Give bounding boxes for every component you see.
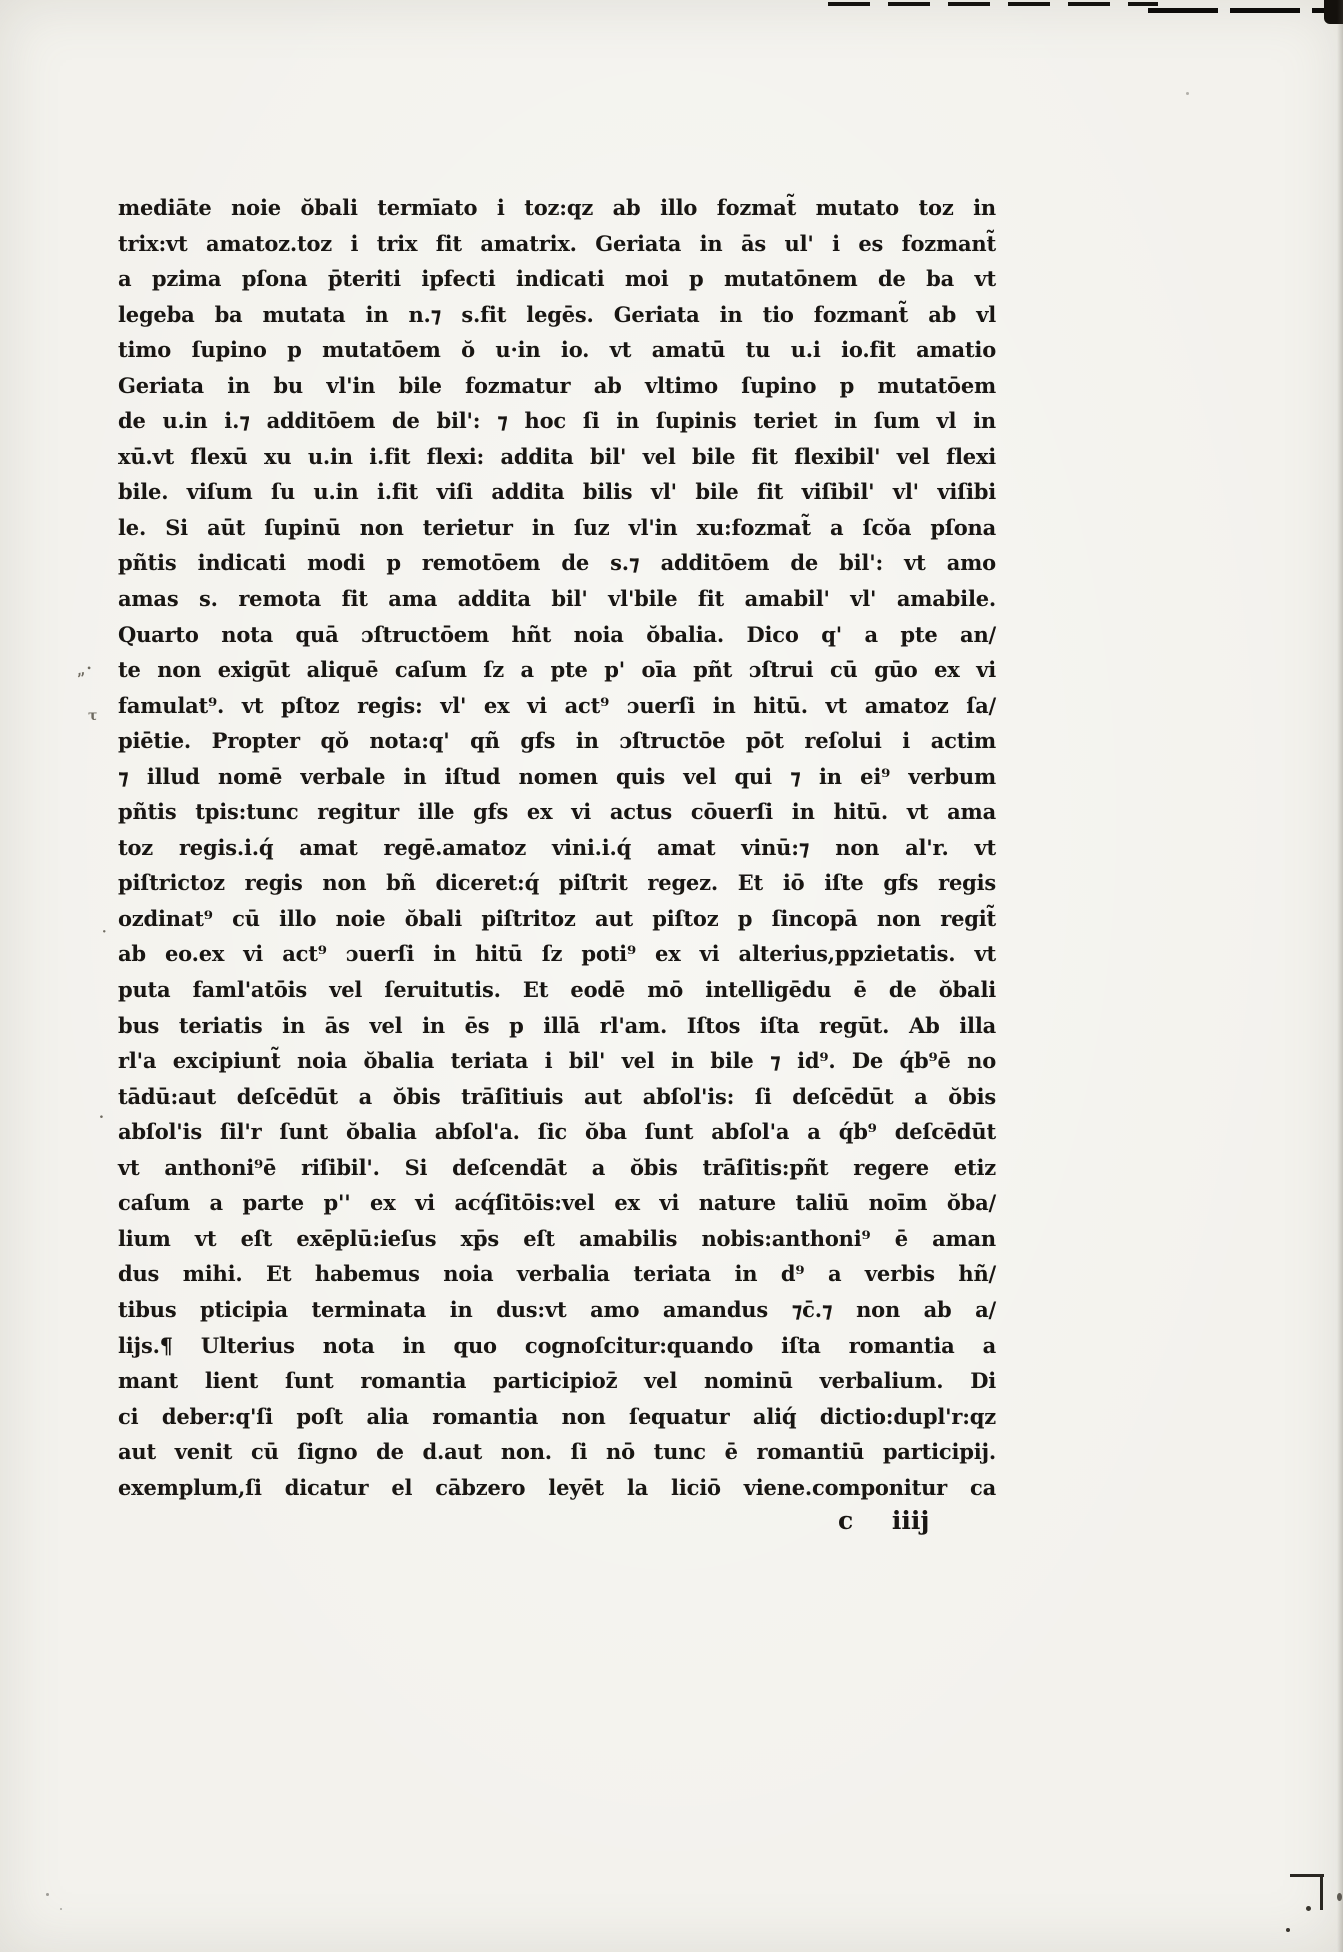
text-line: piſtrictoz regis non bñ diceret:q́ piſtrit regez. Et iō iſte gfs regis [118, 870, 996, 896]
text-line: mant lient ſunt romantia participioz̄ vel nominū verbalium. Di [118, 1368, 996, 1394]
text-line: ab eo.ex vi act⁹ ɔuerſi in hitū ſz poti⁹ ex vi alterius,ppzietatis. vt [118, 941, 996, 967]
margin-mark: „· [74, 658, 96, 680]
text-line: bile. viſum ſu u.in i.fit viſi addita bilis vl' bile fit viſibil' vl' viſibi [118, 479, 996, 505]
text-line: toz regis.i.q́ amat regē.amatoz vini.i.q́ amat vinū:⁊ non al'r. vt [118, 834, 996, 860]
margin-mark: τ [88, 708, 98, 724]
ink-speck [1286, 1928, 1290, 1932]
text-line: dus mihi. Et habemus noia verbalia teriata in d⁹ a verbis hñ/ [118, 1261, 996, 1287]
text-line: bus teriatis in ās vel in ēs p illā rl'am. Iſtos iſta regūt. Ab illa [118, 1012, 996, 1038]
text-line: te non exigūt aliquē caſum ſz a pte p' oīa pñt ɔſtrui cū gūo ex vi [118, 657, 996, 683]
text-line: rl'a excipiunt̃ noia ŏbalia teriata i bil' vel in bile ⁊ id⁹. De q́b⁹ē no [118, 1048, 996, 1074]
text-line: tādū:aut deſcēdūt a ŏbis trāſitiuis aut abſol'is: ſi deſcēdūt a ŏbis [118, 1083, 996, 1109]
text-line: pñtis indicati modi p remotōem de s.⁊ additōem de bil': vt amo [118, 550, 996, 576]
text-line: famulat⁹. vt pſtoz regis: vl' ex vi act⁹ ɔuerſi in hitū. vt amatoz ſa/ [118, 692, 996, 718]
ink-speck [46, 1893, 49, 1896]
text-line: tibus pticipia terminata in dus:vt amo amandus ⁊c̄.⁊ non ab a/ [118, 1296, 996, 1322]
text-line: amas s. remota fit ama addita bil' vl'bile fit amabil' vl' amabile. [118, 586, 996, 612]
text-line: puta faml'atōis vel ſeruitutis. Et eodē mō intelligēdu ē de ŏbali [118, 977, 996, 1003]
text-line: vt anthoni⁹ē riſibil'. Si deſcendāt a ŏbis trāſitis:pñt regere etiz [118, 1154, 996, 1180]
text-line: mediāte noie ŏbali termīato i toz:qz ab illo fozmat̃ mutato toz in [118, 195, 996, 220]
text-line: legeba ba mutata in n.⁊ s.fit legēs. Geriata in tio fozmant̃ ab vl [118, 301, 996, 327]
text-line: xū.vt flexū xu u.in i.fit flexi: addita bil' vel bile fit flexibil' vel flexi [118, 443, 996, 469]
text-line: ⁊ illud nomē verbale in iſtud nomen quis vel qui ⁊ in ei⁹ verbum [118, 763, 996, 789]
text-line: exemplum,ſi dicatur el cābzero leyēt la liciō viene.componitur ca [118, 1474, 996, 1500]
text-line: a pzima pſona p̄teriti ipfecti indicati moi p mutatōnem de ba vt [118, 266, 996, 292]
ink-speck [1186, 92, 1189, 95]
text-block [118, 190, 996, 1505]
text-line: piētie. Propter qŏ nota:q' qñ gfs in ɔſtructōe pōt reſolui i actim [118, 728, 996, 754]
text-line: le. Si aūt ſupinū non terietur in ſuz vl'in xu:fozmat̃ a ſcŏa pſona [118, 514, 996, 540]
top-edge-ink-streak [828, 2, 1158, 6]
ink-speck [60, 1908, 62, 1910]
text-line: Geriata in bu vl'in bile fozmatur ab vltimo ſupino p mutatōem [118, 372, 996, 398]
bottom-right-corner-mark [1290, 1874, 1324, 1877]
top-edge-ink-streak [1148, 8, 1343, 13]
text-line: lijs.¶ Ulterius nota in quo cognoſcitur:quando iſta romantia a [118, 1332, 996, 1358]
text-line: de u.in i.⁊ additōem de bil': ⁊ hoc ſi in ſupinis teriet in ſum vl in [118, 408, 996, 434]
text-line: trix:vt amatoz.toz i trix fit amatrix. Geriata in ās ul' i es fozmant̃ [118, 230, 996, 256]
text-line: timo ſupino p mutatōem ŏ u·in io. vt amatū tu u.i io.fit amatio [118, 337, 996, 363]
scan-edge-shadow [1337, 0, 1343, 1952]
text-line: lium vt eſt exēplū:ieſus xp̄s eſt amabilis nobis:anthoni⁹ ē aman [118, 1225, 996, 1251]
ink-speck [1306, 1906, 1311, 1911]
text-line: ci deber:q'ſi poſt alia romantia non ſequatur aliq́ dictio:dupl'r:qz [118, 1403, 996, 1429]
text-line: pñtis tpis:tunc regitur ille gfs ex vi actus cōuerſi in hitū. vt ama [118, 799, 996, 825]
text-line: ozdinat⁹ cū illo noie ŏbali piſtritoz aut piſtoz p ſincopā non regit̃ [118, 905, 996, 931]
text-line: Quarto nota quā ɔſtructōem hñt noia ŏbalia. Dico q' a pte an/ [118, 621, 996, 647]
text-line: caſum a parte p'' ex vi acq́ſitōis:vel ex vi nature taliū noīm ŏba/ [118, 1190, 996, 1216]
margin-mark: · [102, 925, 107, 940]
bottom-right-corner-mark [1320, 1876, 1323, 1910]
text-line: aut venit cū ſigno de d.aut non. ſi nō tunc ē romantiū participij. [118, 1439, 996, 1465]
text-line: abſol'is ſil'r ſunt ŏbalia abſol'a. ſic ŏba ſunt abſol'a a q́b⁹ deſcēdūt [118, 1119, 996, 1145]
quire-signature: c iiij [838, 1506, 930, 1535]
margin-mark: . [99, 1106, 104, 1122]
